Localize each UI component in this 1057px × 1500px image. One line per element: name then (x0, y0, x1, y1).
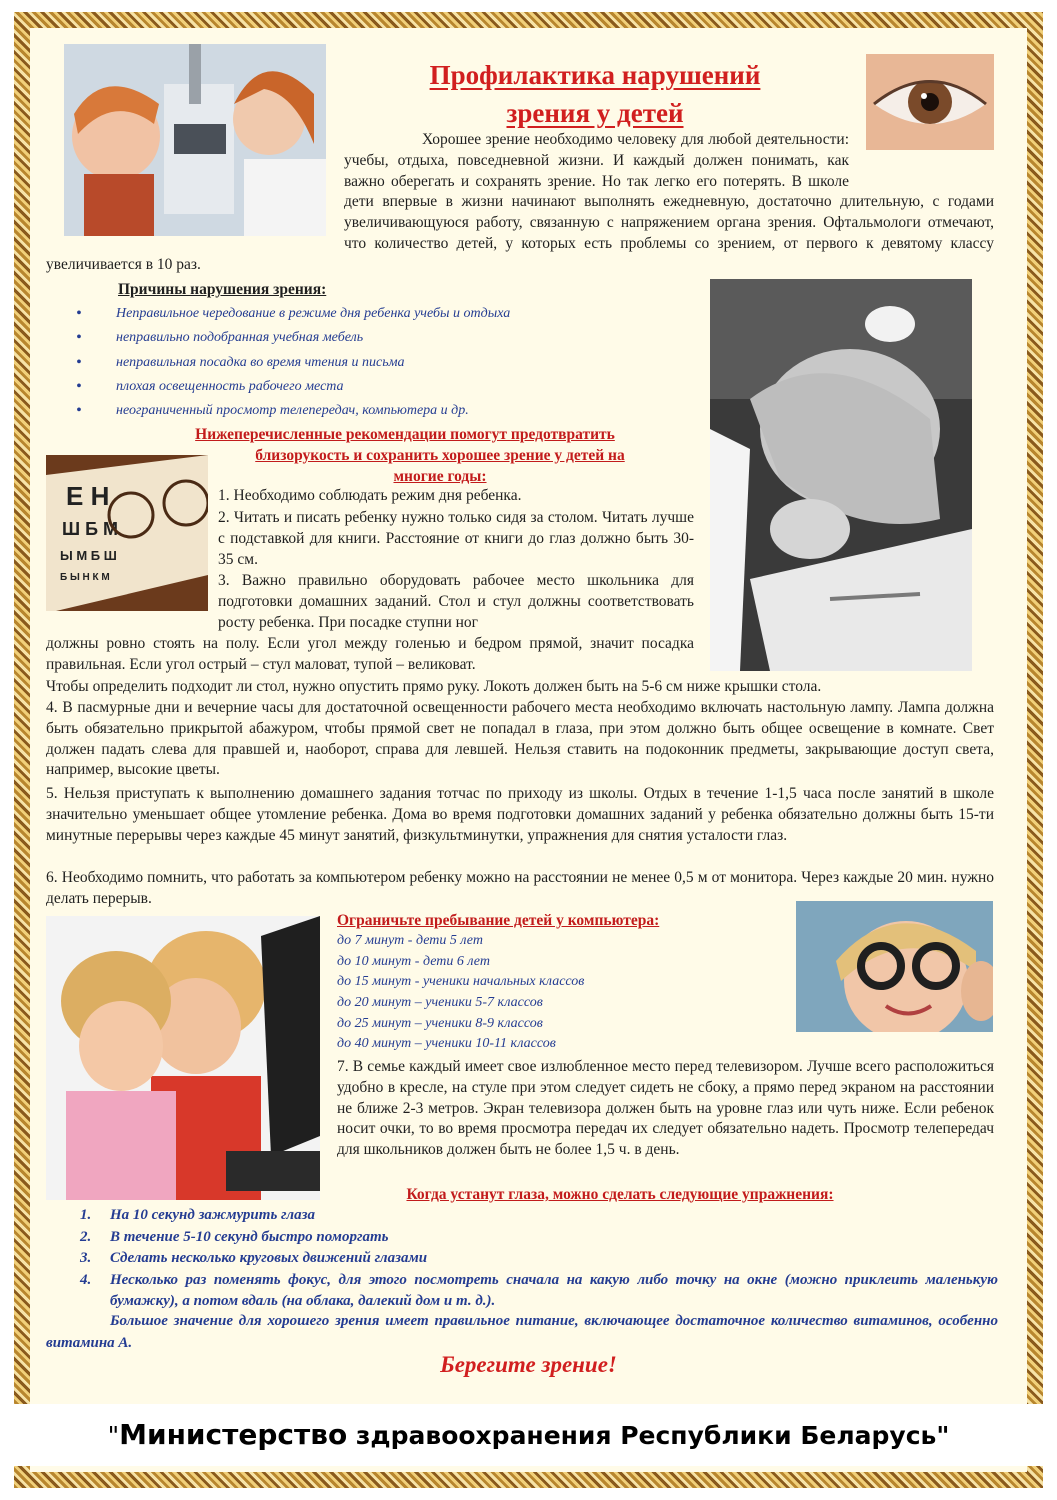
causes-heading: Причины нарушения зрения: (118, 281, 327, 298)
list-item: до 20 минут – ученики 5-7 классов (337, 995, 543, 1011)
footer-rest: здравоохранения Республики Беларусь" (347, 1421, 950, 1450)
recommendation-5: 5. Нельзя приступать к выполнению домашнего задания тотчас по приходу из школы. Отдых в течение 1-1,5 часа после занятий в школе значительно уменьшает общее утомление ребенка. Дома во время подготовки домашних заданий у ребенка обязательно должны быть 15-ти минутные перерывы через каждые 45 минут занятий, физкультминутки, упражнения для снятия усталости глаз. (46, 785, 994, 844)
list-item: до 7 минут - дети 5 лет (337, 933, 483, 948)
closing-slogan: Берегите зрение! (440, 1352, 617, 1377)
photo-kids-computer (46, 916, 320, 1200)
recommendation-1: 1. Необходимо соблюдать режим дня ребенка. (218, 487, 522, 504)
recommendation-3: 3. Важно правильно оборудовать рабочее место школьника для подготовки домашних заданий. Стол и стул должны соответствовать росту ребенка. При посадке ступни ног (218, 572, 694, 631)
list-item: 3. Сделать несколько круговых движений глазами (80, 1250, 428, 1266)
photo-eye-chart (46, 455, 208, 611)
exercises-heading: Когда устанут глаза, можно сделать следующие упражнения: (406, 1186, 834, 1203)
page-title: Профилактика нарушений зрения у детей (429, 60, 761, 128)
list-item: до 25 минут – ученики 8-9 классов (337, 1015, 543, 1031)
ministry-footer (0, 1404, 1057, 1466)
list-item: до 15 минут - ученики начальных классов (337, 974, 585, 990)
svg-text:Б Ы Н К М: Б Ы Н К М (60, 572, 110, 583)
recommendation-6: 6. Необходимо помнить, что работать за компьютером ребенку можно на расстоянии не менее 0,5 м от монитора. Через каждые 20 мин. нужно делать перерыв. (46, 869, 994, 907)
list-item: • неограниченный просмотр телепередач, компьютера и др. (76, 399, 510, 423)
recommendation-2: 2. Читать и писать ребенку нужно только сидя за столом. Читать лучше с подставкой для книги. Расстояние от книги до глаз должно быть 30-35 см. (218, 509, 694, 568)
list-item: до 10 минут - дети 6 лет (337, 953, 490, 969)
recommendations-heading: Нижеперечисленные рекомендации помогут предотвратить близорукость и сохранить хорошее зрение у детей на многие годы: (195, 426, 625, 485)
intro-paragraph: Хорошее зрение необходимо человеку для любой деятельности: учебы, отдыха, повседневной жизни. И каждый должен понимать, как важно оберегать и сохранять зрение. Но так легко его потерять. В школе дети впервые в жизни начинают выполнять ежедневную, достаточно длительную, с годами увеличивающуюся работу, связанную с напряжением органа зрения. Офтальмологи отмечают, что количество детей, у которых есть проблемы со зрением, от первого к девятому классу увеличивается в 10 раз. (46, 131, 994, 273)
list-item: • Неправильное чередование в режиме дня ребенка учебы и отдыха (76, 302, 510, 326)
photo-girl-trial-glasses (796, 901, 993, 1032)
footer-open-quote: " (107, 1421, 120, 1450)
list-item: • плохая освещенность рабочего места (76, 375, 510, 399)
recommendation-3-end: Чтобы определить подходит ли стол, нужно опустить прямо руку. Локоть должен быть на 5-6 см ниже крышки стола. (46, 678, 822, 695)
recommendation-7: 7. В семье каждый имеет свое излюбленное место перед телевизором. Лучше всего расположиться удобно в кресле, на стуле при этом следует сидеть не сбоку, а прямо перед экраном на расстоянии не ближе 2-3 метров. Экран телевизора должен быть на уровне глаз или чуть ниже. Если ребенок носит очки, то во время просмотра передач их следует обязательно надеть. Просмотр телепередач для школьников должен быть не более 1,5 ч. в день. (337, 1058, 994, 1159)
list-item: • неправильно подобранная учебная мебель (76, 326, 510, 350)
computer-limits-heading: Ограничьте пребывание детей у компьютера: (337, 912, 660, 929)
photo-girl-writing (710, 279, 972, 671)
svg-text:Ш Б М: Ш Б М (62, 519, 119, 539)
list-item: 1. На 10 секунд зажмурить глаза (80, 1207, 315, 1223)
list-item: 2. В течение 5-10 секунд быстро поморгать (80, 1228, 389, 1245)
recommendation-3-cont: должны ровно стоять на полу. Если угол между голенью и бедром прямой, значит посадка правильная. Если угол острый – стул маловат, тупой – великоват. (46, 635, 694, 673)
nutrition-note: Большое значение для хорошего зрения имеет правильное питание, включающее достаточное количество витаминов, особенно витамина А. (46, 1313, 998, 1351)
exercises-list (46, 1205, 998, 1313)
causes-list (76, 302, 510, 423)
footer-ministry: Министерство (119, 1418, 348, 1451)
svg-text:Ы М Б Ш: Ы М Б Ш (60, 548, 117, 563)
list-item: • неправильная посадка во время чтения и письма (76, 351, 510, 375)
list-item: до 40 минут – ученики 10-11 классов (337, 1036, 556, 1052)
recommendation-4: 4. В пасмурные дни и вечерние часы для достаточной освещенности рабочего места необходимо включать настольную лампу. Лампа должна быть обязательно прикрытой абажуром, чтобы прямой свет не попадал в глаза, при этом должно быть общее освещение в комнате. Свет должен падать слева для правшей и, наоборот, справа для левшей. Нельзя ставить на подоконник предметы, закрывающие доступ света, например, высокие цветы. (46, 699, 994, 779)
computer-limits-list (337, 931, 584, 1055)
list-item: 4. Несколько раз поменять фокус, для этого посмотреть сначала на какую либо точку на окне (можно приклеить маленькую бумажку), а потом вдаль (на облака, далекий дом и т. д.). (80, 1271, 998, 1309)
svg-text:E Н: E Н (66, 481, 110, 511)
